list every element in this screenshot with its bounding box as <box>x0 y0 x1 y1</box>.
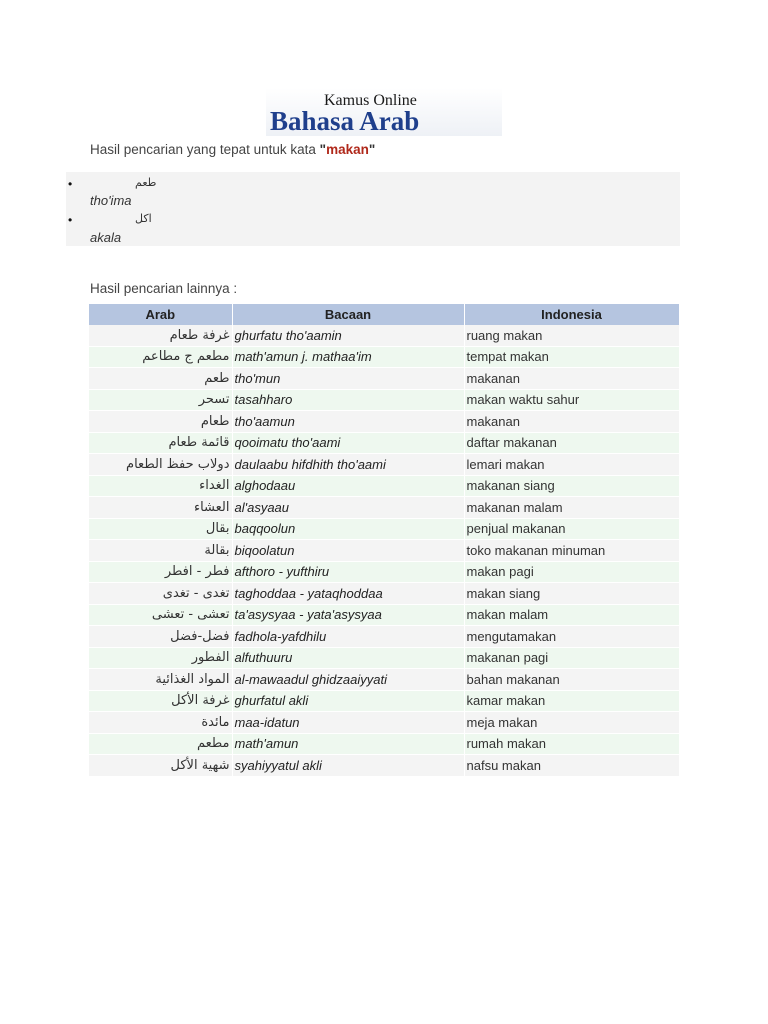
cell-bacaan: afthoro - yufthiru <box>232 561 464 583</box>
cell-arab: طعام <box>89 411 232 433</box>
cell-arab: المواد الغذائية <box>89 669 232 691</box>
table-row <box>89 475 679 497</box>
logo-title-small: Kamus Online <box>324 92 417 109</box>
cell-bacaan: taghoddaa - yataqhoddaa <box>232 583 464 605</box>
cell-bacaan: syahiyyatul akli <box>232 755 464 777</box>
cell-indonesia: ruang makan <box>464 325 679 346</box>
results-table <box>89 304 680 777</box>
table-row <box>89 755 679 777</box>
exact-item-arabic: اكل <box>135 212 152 225</box>
cell-arab: مطعم ج مطاعم <box>89 346 232 368</box>
column-header-bacaan: Bacaan <box>232 304 464 325</box>
cell-bacaan: math'amun j. mathaa'im <box>232 346 464 368</box>
cell-bacaan: tasahharo <box>232 389 464 411</box>
cell-indonesia: meja makan <box>464 712 679 734</box>
exact-heading-prefix: Hasil pencarian yang tepat untuk kata <box>90 142 320 157</box>
cell-indonesia: kamar makan <box>464 690 679 712</box>
cell-indonesia: makan waktu sahur <box>464 389 679 411</box>
cell-arab: فضل-فضل <box>89 626 232 648</box>
cell-bacaan: qooimatu tho'aami <box>232 432 464 454</box>
quote-open: " <box>319 142 327 157</box>
results-table-body <box>89 325 679 776</box>
cell-bacaan: ghurfatu tho'aamin <box>232 325 464 346</box>
cell-arab: تغدى - تغدى <box>89 583 232 605</box>
cell-arab: فطر - افطر <box>89 561 232 583</box>
table-row <box>89 647 679 669</box>
cell-indonesia: bahan makanan <box>464 669 679 691</box>
cell-indonesia: mengutamakan <box>464 626 679 648</box>
table-row <box>89 346 679 368</box>
cell-arab: بقال <box>89 518 232 540</box>
table-row <box>89 432 679 454</box>
cell-indonesia: makanan <box>464 411 679 433</box>
cell-arab: طعم <box>89 368 232 390</box>
cell-arab: قائمة طعام <box>89 432 232 454</box>
cell-arab: مطعم <box>89 733 232 755</box>
table-row <box>89 368 679 390</box>
cell-indonesia: makan malam <box>464 604 679 626</box>
cell-indonesia: makanan pagi <box>464 647 679 669</box>
cell-bacaan: alfuthuuru <box>232 647 464 669</box>
cell-arab: تسحر <box>89 389 232 411</box>
bullet-icon: • <box>68 213 73 227</box>
cell-indonesia: makanan <box>464 368 679 390</box>
cell-indonesia: makanan siang <box>464 475 679 497</box>
table-row <box>89 411 679 433</box>
site-logo <box>266 88 502 136</box>
cell-arab: العشاء <box>89 497 232 519</box>
exact-item-latin: tho'ima <box>90 193 132 208</box>
table-row <box>89 518 679 540</box>
cell-arab: تعشى - تعشى <box>89 604 232 626</box>
cell-bacaan: fadhola-yafdhilu <box>232 626 464 648</box>
cell-indonesia: nafsu makan <box>464 755 679 777</box>
table-row <box>89 540 679 562</box>
cell-indonesia: toko makanan minuman <box>464 540 679 562</box>
table-row <box>89 454 679 476</box>
cell-indonesia: rumah makan <box>464 733 679 755</box>
cell-arab: دولاب حفظ الطعام <box>89 454 232 476</box>
cell-arab: مائدة <box>89 712 232 734</box>
cell-bacaan: tho'mun <box>232 368 464 390</box>
cell-bacaan: baqqoolun <box>232 518 464 540</box>
table-row <box>89 325 679 346</box>
cell-bacaan: maa-idatun <box>232 712 464 734</box>
cell-arab: غرفة طعام <box>89 325 232 346</box>
cell-bacaan: daulaabu hifdhith tho'aami <box>232 454 464 476</box>
cell-bacaan: biqoolatun <box>232 540 464 562</box>
cell-arab: غرفة الأكل <box>89 690 232 712</box>
cell-indonesia: daftar makanan <box>464 432 679 454</box>
column-header-arab: Arab <box>89 304 232 325</box>
cell-arab: شهية الأكل <box>89 755 232 777</box>
table-row <box>89 690 679 712</box>
cell-indonesia: makan pagi <box>464 561 679 583</box>
cell-bacaan: al'asyaau <box>232 497 464 519</box>
cell-arab: الفطور <box>89 647 232 669</box>
cell-indonesia: makanan malam <box>464 497 679 519</box>
table-row <box>89 712 679 734</box>
column-header-indonesia: Indonesia <box>464 304 679 325</box>
cell-bacaan: al-mawaadul ghidzaaiyyati <box>232 669 464 691</box>
table-row <box>89 561 679 583</box>
table-row <box>89 497 679 519</box>
other-results-heading: Hasil pencarian lainnya : <box>90 281 238 296</box>
table-row <box>89 733 679 755</box>
cell-indonesia: tempat makan <box>464 346 679 368</box>
table-row <box>89 626 679 648</box>
exact-result-list <box>66 172 680 246</box>
cell-arab: الغداء <box>89 475 232 497</box>
exact-result-heading <box>90 142 375 157</box>
cell-arab: بقالة <box>89 540 232 562</box>
quote-close: " <box>368 142 376 157</box>
table-row <box>89 389 679 411</box>
cell-bacaan: math'amun <box>232 733 464 755</box>
bullet-icon: • <box>68 177 73 191</box>
cell-bacaan: tho'aamun <box>232 411 464 433</box>
table-row <box>89 583 679 605</box>
cell-bacaan: ghurfatul akli <box>232 690 464 712</box>
logo-title-large: Bahasa Arab <box>270 106 420 136</box>
table-row <box>89 669 679 691</box>
cell-bacaan: ta'asysyaa - yata'asysyaa <box>232 604 464 626</box>
table-row <box>89 604 679 626</box>
cell-indonesia: lemari makan <box>464 454 679 476</box>
search-keyword: makan <box>326 142 369 157</box>
cell-indonesia: makan siang <box>464 583 679 605</box>
exact-item-latin: akala <box>90 230 122 245</box>
exact-item-arabic: طعم <box>135 176 157 189</box>
cell-indonesia: penjual makanan <box>464 518 679 540</box>
table-header-row <box>89 304 679 325</box>
cell-bacaan: alghodaau <box>232 475 464 497</box>
